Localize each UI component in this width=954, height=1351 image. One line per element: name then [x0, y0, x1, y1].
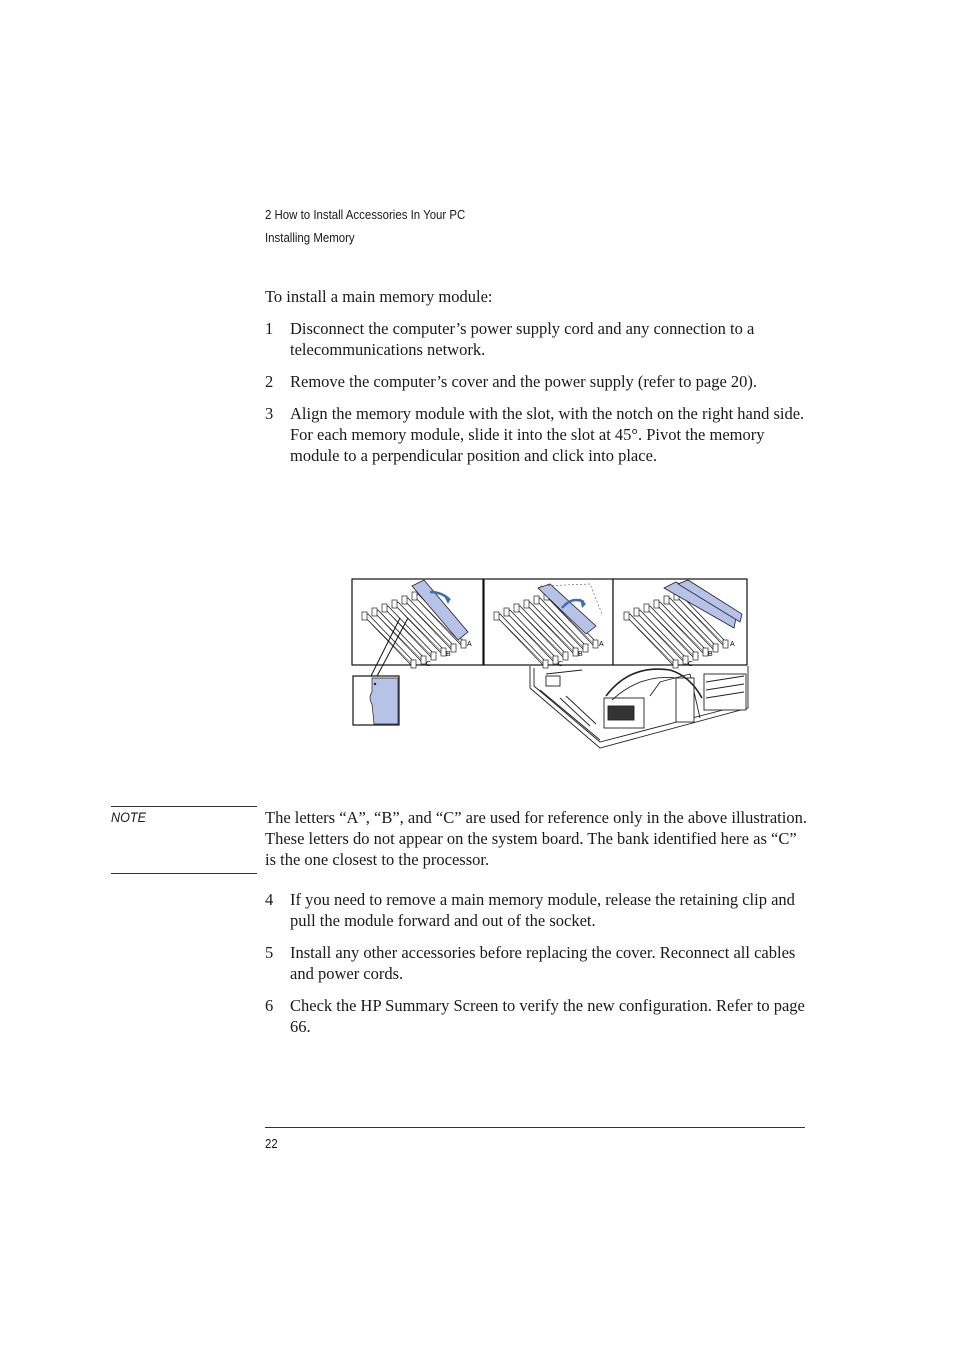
bank-label-b: B: [708, 651, 713, 658]
step-number: 2: [265, 372, 274, 391]
step-number: 4: [265, 890, 274, 909]
step-item: [265, 318, 805, 360]
section-header: Installing Memory: [265, 230, 355, 245]
procedure-heading: To install a main memory module:: [265, 287, 493, 306]
note-divider-top: [111, 806, 257, 807]
step-item: [265, 889, 805, 931]
step-item: [265, 403, 805, 466]
steps-list-first: [265, 318, 805, 477]
steps-list-second: [265, 889, 805, 1048]
bank-label-b: B: [578, 651, 583, 658]
step-text: Install any other accessories before replacing the cover. Reconnect all cables and power cords.: [290, 943, 796, 983]
step-item: [265, 995, 805, 1037]
step-text: Remove the computer’s cover and the power supply (refer to page 20).: [290, 372, 758, 391]
step-number: 5: [265, 943, 274, 962]
bank-label-c: C: [426, 661, 432, 668]
step-item: [265, 942, 805, 984]
step-number: 1: [265, 319, 274, 338]
step-text: Check the HP Summary Screen to verify the new configuration. Refer to page 66.: [290, 996, 805, 1036]
step-text: If you need to remove a main memory module, release the retaining clip and pull the module forward and out of the socket.: [290, 890, 795, 930]
note-label: NOTE: [111, 809, 147, 825]
footer-divider: [265, 1127, 805, 1128]
page-number: 22: [265, 1136, 278, 1151]
bank-label-a: A: [467, 641, 472, 648]
computer-chassis: [530, 666, 748, 748]
note-divider-bottom: [111, 873, 257, 874]
step-text: Align the memory module with the slot, with the notch on the right hand side. For each memory module, slide it into the slot at 45°. Pivot the memory module to a perpendicular position and click into place.: [290, 404, 805, 465]
bank-label-c: C: [558, 661, 564, 668]
step-text: Disconnect the computer’s power supply cord and any connection to a telecommunications network.: [290, 319, 755, 359]
step-number: 6: [265, 996, 274, 1015]
step-number: 3: [265, 404, 274, 423]
step-item: [265, 371, 805, 392]
chapter-header: 2 How to Install Accessories In Your PC: [265, 207, 466, 222]
bank-label-a: A: [730, 641, 735, 648]
bank-label-b: B: [446, 651, 451, 658]
memory-install-illustration: [350, 578, 750, 750]
bank-label-a: A: [599, 641, 604, 648]
bank-label-c: C: [688, 661, 694, 668]
note-text: The letters “A”, “B”, and “C” are used for reference only in the above illustration. These letters do not appear on the system board. The bank identified here as “C” is the one closest to the processor.: [265, 808, 807, 869]
